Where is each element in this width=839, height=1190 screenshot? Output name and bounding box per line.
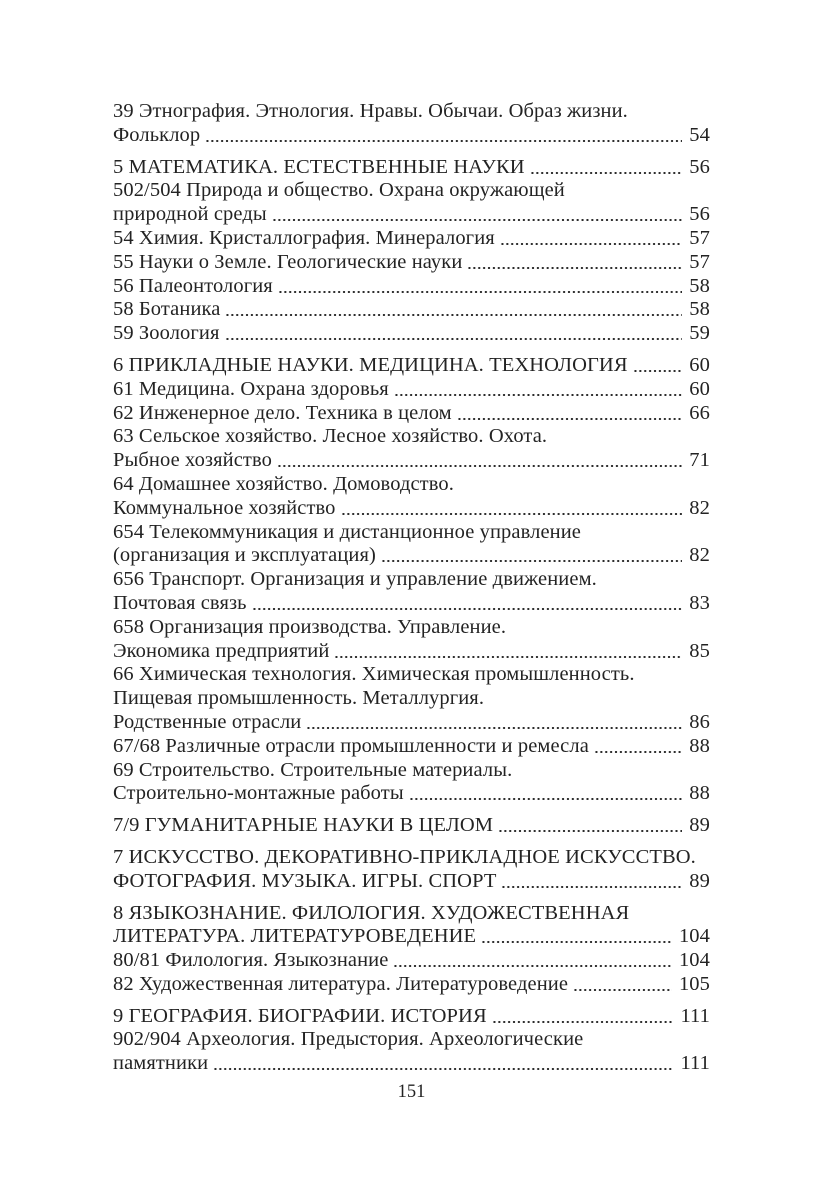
toc-entry-lastline [113, 925, 710, 949]
toc-page-number: 82 [689, 496, 710, 519]
dot-leader [501, 870, 682, 894]
toc-page-number: 58 [689, 298, 710, 321]
toc-page-number: 56 [689, 155, 710, 178]
dot-leader [492, 1005, 674, 1029]
dot-leader [457, 402, 683, 426]
dot-leader [334, 640, 682, 664]
toc-entry-line: 8 ЯЗЫКОЗНАНИЕ. ФИЛОЛОГИЯ. ХУДОЖЕСТВЕННАЯ [113, 901, 630, 924]
toc-section-entry [113, 1005, 710, 1029]
toc-section-entry [113, 354, 710, 378]
toc-entry-lastline [113, 124, 710, 148]
toc-entry-lastline [113, 711, 710, 735]
toc-page-number: 82 [689, 544, 710, 567]
dot-leader [252, 592, 683, 616]
toc-entry-title: Рыбное хозяйство [113, 449, 272, 472]
toc-entry [113, 663, 710, 734]
toc-entry-title: Строительно-монтажные работы [113, 782, 404, 805]
toc-entry-lastline [113, 449, 710, 473]
toc-entry-lastline [113, 592, 710, 616]
toc-entry-title: Родственные отрасли [113, 710, 302, 733]
toc-page-number: 56 [689, 203, 710, 226]
toc-entry [113, 275, 710, 299]
toc-entry-lastline [113, 1005, 710, 1029]
toc-entry-title: 7/9 ГУМАНИТАРНЫЕ НАУКИ В ЦЕЛОМ [113, 814, 494, 837]
toc-entry [113, 425, 710, 473]
toc-entry-lastline [113, 378, 710, 402]
toc-entry-title: Фольклор [113, 123, 201, 146]
toc-page-number: 88 [689, 734, 710, 757]
page-number: 151 [397, 1082, 426, 1102]
toc-entry-title: 9 ГЕОГРАФИЯ. БИОГРАФИИ. ИСТОРИЯ [113, 1004, 487, 1027]
toc-entry-line: 39 Этнография. Этнология. Нравы. Обычаи. Образ жизни. [113, 100, 628, 122]
toc-entry-line: 63 Сельское хозяйство. Лесное хозяйство. Охота. [113, 425, 548, 448]
toc-entry-title: 62 Инженерное дело. Техника в целом [113, 401, 452, 424]
dot-leader [306, 711, 682, 735]
toc-page-number: 59 [689, 322, 710, 345]
toc-page-number: 111 [680, 1052, 710, 1075]
toc-entry-title: 67/68 Различные отрасли промышленности и ремесла [113, 734, 589, 757]
toc-entry-line: 7 ИСКУССТВО. ДЕКОРАТИВНО-ПРИКЛАДНОЕ ИСКУССТВО. [113, 845, 696, 868]
toc-entry [113, 568, 710, 616]
toc-entry-lastline [113, 814, 710, 838]
toc-page-number: 104 [678, 949, 710, 972]
toc-entry-title: 82 Художественная литература. Литературоведение [113, 972, 569, 995]
toc-page-number: 60 [689, 353, 710, 376]
dot-leader [272, 203, 683, 227]
toc-entry-line: 656 Транспорт. Организация и управление движением. [113, 568, 597, 591]
toc-entry-lastline [113, 1052, 710, 1076]
toc-page-number: 104 [678, 925, 710, 948]
toc-entry [113, 179, 710, 227]
toc-entry [113, 298, 710, 322]
toc-entry-lastline [113, 735, 710, 759]
dot-leader [481, 925, 672, 949]
toc-entry-title: (организация и эксплуатация) [113, 544, 376, 567]
toc-entry-lastline [113, 640, 710, 664]
toc-page-number: 89 [689, 869, 710, 892]
toc-entry [113, 473, 710, 521]
toc-page-number: 71 [689, 449, 710, 472]
toc-page-number: 58 [689, 274, 710, 297]
dot-leader [213, 1052, 673, 1076]
toc-entry-title: 59 Зоология [113, 322, 220, 345]
dot-leader [394, 378, 682, 402]
toc-entry-title: Почтовая связь [113, 591, 247, 614]
toc-entry-line: 654 Телекоммуникация и дистанционное управление [113, 520, 581, 543]
toc-page-number: 57 [689, 226, 710, 249]
dot-leader [393, 949, 671, 973]
toc-section-entry [113, 902, 710, 950]
dot-leader [498, 814, 682, 838]
toc-entry [113, 616, 710, 664]
toc-page-number: 105 [678, 972, 710, 995]
toc-entry-title: ФОТОГРАФИЯ. МУЗЫКА. ИГРЫ. СПОРТ [113, 869, 497, 892]
toc-entry-line: Пищевая промышленность. Металлургия. [113, 687, 485, 710]
dot-leader [573, 973, 672, 997]
toc-entry-lastline [113, 973, 710, 997]
toc-section-entry [113, 156, 710, 180]
toc-page-number: 54 [689, 123, 710, 146]
toc-entry [113, 402, 710, 426]
toc-entry-title: 80/81 Филология. Языкознание [113, 949, 389, 972]
toc-entry-line: 658 Организация производства. Управление. [113, 615, 507, 638]
dot-leader [500, 227, 683, 251]
dot-leader [467, 251, 682, 275]
toc-entry [113, 521, 710, 569]
toc-entry-title: 6 ПРИКЛАДНЫЕ НАУКИ. МЕДИЦИНА. ТЕХНОЛОГИЯ [113, 353, 628, 376]
dot-leader [278, 275, 682, 299]
toc-entry-line: 502/504 Природа и общество. Охрана окружающей [113, 179, 565, 202]
toc-entry [113, 251, 710, 275]
toc-entry-title: памятники [113, 1052, 209, 1075]
toc-entry-lastline [113, 322, 710, 346]
toc-entry [113, 949, 710, 973]
dot-leader [530, 156, 683, 180]
toc-section-entry [113, 846, 710, 894]
dot-leader [633, 354, 683, 378]
toc-entry-lastline [113, 156, 710, 180]
toc-entry-title: 5 МАТЕМАТИКА. ЕСТЕСТВЕННЫЕ НАУКИ [113, 155, 525, 178]
dot-leader [277, 449, 682, 473]
dot-leader [409, 782, 683, 806]
toc-entry-lastline [113, 949, 710, 973]
toc-entry-lastline [113, 782, 710, 806]
toc-entry [113, 1028, 710, 1076]
toc-entry [113, 378, 710, 402]
toc-entry-lastline [113, 251, 710, 275]
toc-page-number: 83 [689, 591, 710, 614]
toc-entry-title: 61 Медицина. Охрана здоровья [113, 377, 389, 400]
toc-entry-lastline [113, 870, 710, 894]
toc-entry-line: 64 Домашнее хозяйство. Домоводство. [113, 472, 454, 495]
toc-entry-lastline [113, 298, 710, 322]
toc-entry [113, 759, 710, 807]
toc-page-number: 89 [689, 814, 710, 837]
dot-leader [225, 298, 682, 322]
toc-section-entry [113, 814, 710, 838]
toc-page-number: 111 [680, 1004, 710, 1027]
toc-entry-lastline [113, 275, 710, 299]
dot-leader [341, 497, 683, 521]
toc-page-number: 85 [689, 639, 710, 662]
dot-leader [225, 322, 683, 346]
toc-page-number: 66 [689, 401, 710, 424]
toc-entry-line: 69 Строительство. Строительные материалы. [113, 758, 513, 781]
toc-page-number: 57 [689, 250, 710, 273]
toc-page-number: 88 [689, 782, 710, 805]
toc-page-number: 60 [689, 377, 710, 400]
toc-entry-lastline [113, 497, 710, 521]
toc-entry-title: 56 Палеонтология [113, 274, 273, 297]
toc-entry-line: 66 Химическая технология. Химическая промышленность. [113, 663, 635, 686]
toc-entry [113, 973, 710, 997]
toc-entry-title: 54 Химия. Кристаллография. Минералогия [113, 226, 495, 249]
toc-entry [113, 227, 710, 251]
toc-entry [113, 735, 710, 759]
toc-entry-lastline [113, 354, 710, 378]
toc-entry-title: Экономика предприятий [113, 639, 330, 662]
dot-leader [381, 544, 682, 568]
toc-entry-title: Коммунальное хозяйство [113, 496, 336, 519]
toc-entry-title: природной среды [113, 203, 267, 226]
toc-entry-title: 55 Науки о Земле. Геологические науки [113, 250, 463, 273]
toc-entry-title: 58 Ботаника [113, 298, 221, 321]
table-of-contents [113, 100, 710, 1076]
toc-entry-lastline [113, 402, 710, 426]
dot-leader [205, 124, 682, 148]
toc-entry [113, 100, 710, 148]
toc-entry-lastline [113, 227, 710, 251]
toc-entry-title: ЛИТЕРАТУРА. ЛИТЕРАТУРОВЕДЕНИЕ [113, 925, 477, 948]
toc-entry-line: 902/904 Археология. Предыстория. Археологические [113, 1028, 584, 1051]
dot-leader [594, 735, 682, 759]
toc-entry-lastline [113, 203, 710, 227]
toc-page-number: 86 [689, 710, 710, 733]
toc-entry-lastline [113, 544, 710, 568]
toc-entry [113, 322, 710, 346]
